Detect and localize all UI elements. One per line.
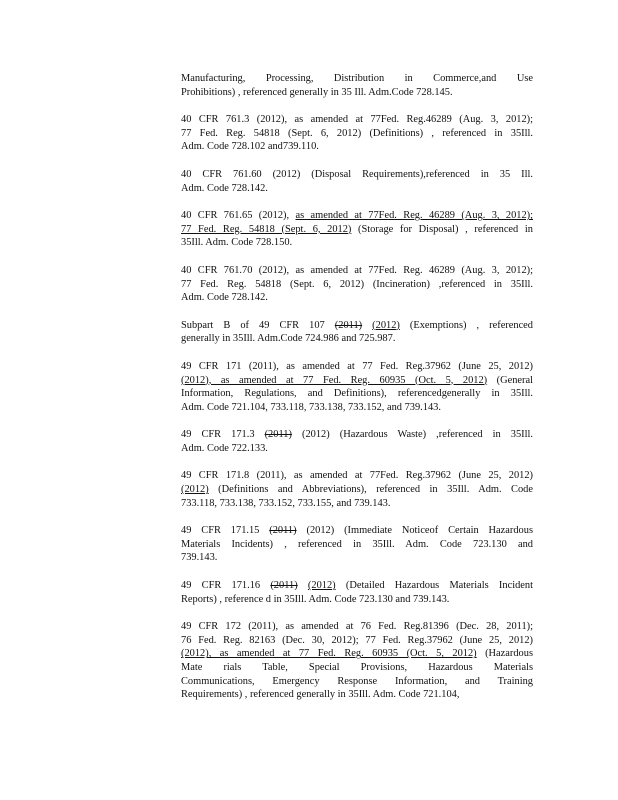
text-segment: Reports) , reference d in 35Ill. Adm. Code 723.130 and 739.143. bbox=[181, 593, 450, 605]
reference-paragraph bbox=[181, 620, 533, 702]
text-segment: Adm. Code 728.102 and739.110. bbox=[181, 141, 319, 153]
text-line bbox=[181, 168, 533, 182]
text-line bbox=[181, 374, 533, 388]
text-segment: 77 Fed. Reg. 54818 (Sept. 6, 2012) (Definitions) , referenced in 35Ill. bbox=[181, 127, 533, 139]
text-segment: Adm. Code 722.133. bbox=[181, 442, 268, 454]
text-segment: 49 CFR 171.3 bbox=[181, 429, 265, 441]
text-segment: (Detailed Hazardous Materials Incident bbox=[335, 580, 533, 592]
text-line bbox=[181, 579, 533, 593]
regulation-reference-list bbox=[181, 72, 533, 716]
text-segment: Adm. Code 728.142. bbox=[181, 292, 268, 304]
text-segment: (Storage for Disposal) , referenced in bbox=[351, 223, 533, 235]
text-segment: 739.143. bbox=[181, 552, 218, 564]
text-line bbox=[181, 127, 533, 141]
text-segment: Information, Regulations, and Definitions), referencedgenerally in 35Ill. bbox=[181, 388, 533, 400]
text-line bbox=[181, 675, 533, 689]
reference-paragraph bbox=[181, 72, 533, 99]
text-segment: 49 CFR 172 (2011), as amended at 76 Fed. Reg.81396 (Dec. 28, 2011); bbox=[181, 621, 533, 633]
text-segment: Adm. Code 721.104, 733.118, 733.138, 733.152, and 739.143. bbox=[181, 401, 441, 413]
text-segment: Communications, Emergency Response Information, and Training bbox=[181, 675, 533, 687]
text-segment: 40 CFR 761.3 (2012), as amended at 77Fed. Reg.46289 (Aug. 3, 2012); bbox=[181, 114, 533, 126]
text-line bbox=[181, 688, 533, 702]
text-line bbox=[181, 647, 533, 661]
text-line bbox=[181, 182, 533, 196]
text-segment bbox=[298, 580, 308, 591]
text-segment: 49 CFR 171.16 bbox=[181, 580, 271, 592]
text-line bbox=[181, 332, 533, 346]
text-line bbox=[181, 387, 533, 401]
text-line bbox=[181, 593, 533, 607]
text-line bbox=[181, 291, 533, 305]
reference-paragraph bbox=[181, 579, 533, 606]
text-line bbox=[181, 113, 533, 127]
underlined-text: (2012), as amended at 77 Fed. Reg. 60935 (Oct. 5, 2012) bbox=[181, 374, 488, 386]
text-segment: 40 CFR 761.65 (2012), bbox=[181, 210, 296, 222]
text-line bbox=[181, 483, 533, 497]
text-segment: Mate rials Table, Special Provisions, Hazardous Materials bbox=[181, 662, 533, 673]
struck-text: (2011) bbox=[270, 580, 298, 592]
text-segment: 77 Fed. Reg. 54818 (Sept. 6, 2012) (Incineration) ,referenced in 35Ill. bbox=[181, 278, 533, 290]
text-segment: 733.118, 733.138, 733.152, 733.155, and 739.143. bbox=[181, 497, 391, 509]
struck-text: (2011) bbox=[269, 525, 297, 537]
text-segment: 40 CFR 761.70 (2012), as amended at 77Fed. Reg. 46289 (Aug. 3, 2012); bbox=[181, 264, 533, 276]
reference-paragraph bbox=[181, 209, 533, 250]
reference-paragraph bbox=[181, 428, 533, 455]
text-line bbox=[181, 497, 533, 511]
text-line bbox=[181, 264, 533, 278]
text-line bbox=[181, 428, 533, 442]
text-line bbox=[181, 661, 533, 675]
reference-paragraph bbox=[181, 524, 533, 565]
reference-paragraph bbox=[181, 319, 533, 346]
reference-paragraph bbox=[181, 469, 533, 510]
text-line bbox=[181, 551, 533, 565]
text-segment bbox=[362, 320, 372, 331]
text-line bbox=[181, 360, 533, 374]
text-line bbox=[181, 442, 533, 456]
reference-paragraph bbox=[181, 168, 533, 195]
text-segment: (2012) (Immediate Noticeof Certain Hazardous bbox=[296, 525, 533, 537]
text-segment: Materials Incidents) , referenced in 35Ill. Adm. Code 723.130 and bbox=[181, 538, 533, 550]
text-line bbox=[181, 209, 533, 223]
text-line bbox=[181, 140, 533, 154]
text-line bbox=[181, 223, 533, 237]
text-line bbox=[181, 620, 533, 634]
text-segment: generally in 35Ill. Adm.Code 724.986 and 725.987. bbox=[181, 333, 396, 345]
text-segment: 49 CFR 171 (2011), as amended at 77 Fed. Reg.37962 (June 25, 2012) bbox=[181, 360, 533, 372]
text-segment: 49 CFR 171.15 bbox=[181, 525, 270, 537]
underlined-text: (2012), as amended at 77 Fed. Reg. 60935 (Oct. 5, 2012) bbox=[181, 648, 477, 660]
text-line bbox=[181, 401, 533, 415]
text-line bbox=[181, 278, 533, 292]
text-segment: Prohibitions) , referenced generally in 35 Ill. Adm.Code 728.145. bbox=[181, 86, 453, 98]
text-line bbox=[181, 236, 533, 250]
text-line bbox=[181, 319, 533, 333]
text-segment: Adm. Code 728.142. bbox=[181, 182, 268, 194]
reference-paragraph bbox=[181, 360, 533, 414]
text-segment: (Definitions and Abbreviations), referenced in 35Ill. Adm. Code bbox=[208, 484, 533, 496]
text-segment: 49 CFR 171.8 (2011), as amended at 77Fed. Reg.37962 (June 25, 2012) bbox=[181, 470, 533, 482]
underlined-text: (2012) bbox=[181, 484, 209, 496]
underlined-text: 77 Fed. Reg. 54818 (Sept. 6, 2012) bbox=[181, 223, 352, 235]
text-segment: Subpart B of 49 CFR 107 bbox=[181, 319, 335, 331]
text-segment: (Exemptions) , referenced bbox=[399, 319, 533, 331]
text-line bbox=[181, 469, 533, 483]
text-line bbox=[181, 72, 533, 86]
struck-text: (2011) bbox=[264, 429, 292, 441]
reference-paragraph bbox=[181, 113, 533, 154]
underlined-text: as amended at 77Fed. Reg. 46289 (Aug. 3, 2012); bbox=[295, 210, 534, 222]
text-segment: Manufacturing, Processing, Distribution in Commerce,and Use bbox=[181, 73, 533, 84]
reference-paragraph bbox=[181, 264, 533, 305]
text-segment: (Hazardous bbox=[476, 648, 533, 660]
text-segment: 40 CFR 761.60 (2012) (Disposal Requirements),referenced in 35 Ill. bbox=[181, 168, 533, 180]
text-line bbox=[181, 634, 533, 648]
text-line bbox=[181, 524, 533, 538]
text-segment: (General bbox=[487, 374, 533, 386]
text-segment: 76 Fed. Reg. 82163 (Dec. 30, 2012); 77 Fed. Reg.37962 (June 25, 2012) bbox=[181, 634, 533, 646]
underlined-text: (2012) bbox=[307, 580, 336, 592]
text-segment: (2012) (Hazardous Waste) ,referenced in 35Ill. bbox=[291, 429, 534, 441]
struck-text: (2011) bbox=[334, 319, 363, 331]
text-line bbox=[181, 86, 533, 100]
text-line bbox=[181, 538, 533, 552]
underlined-text: (2012) bbox=[372, 319, 400, 331]
text-segment: 35Ill. Adm. Code 728.150. bbox=[181, 237, 293, 249]
text-segment: Requirements) , referenced generally in 35Ill. Adm. Code 721.104, bbox=[181, 689, 460, 701]
